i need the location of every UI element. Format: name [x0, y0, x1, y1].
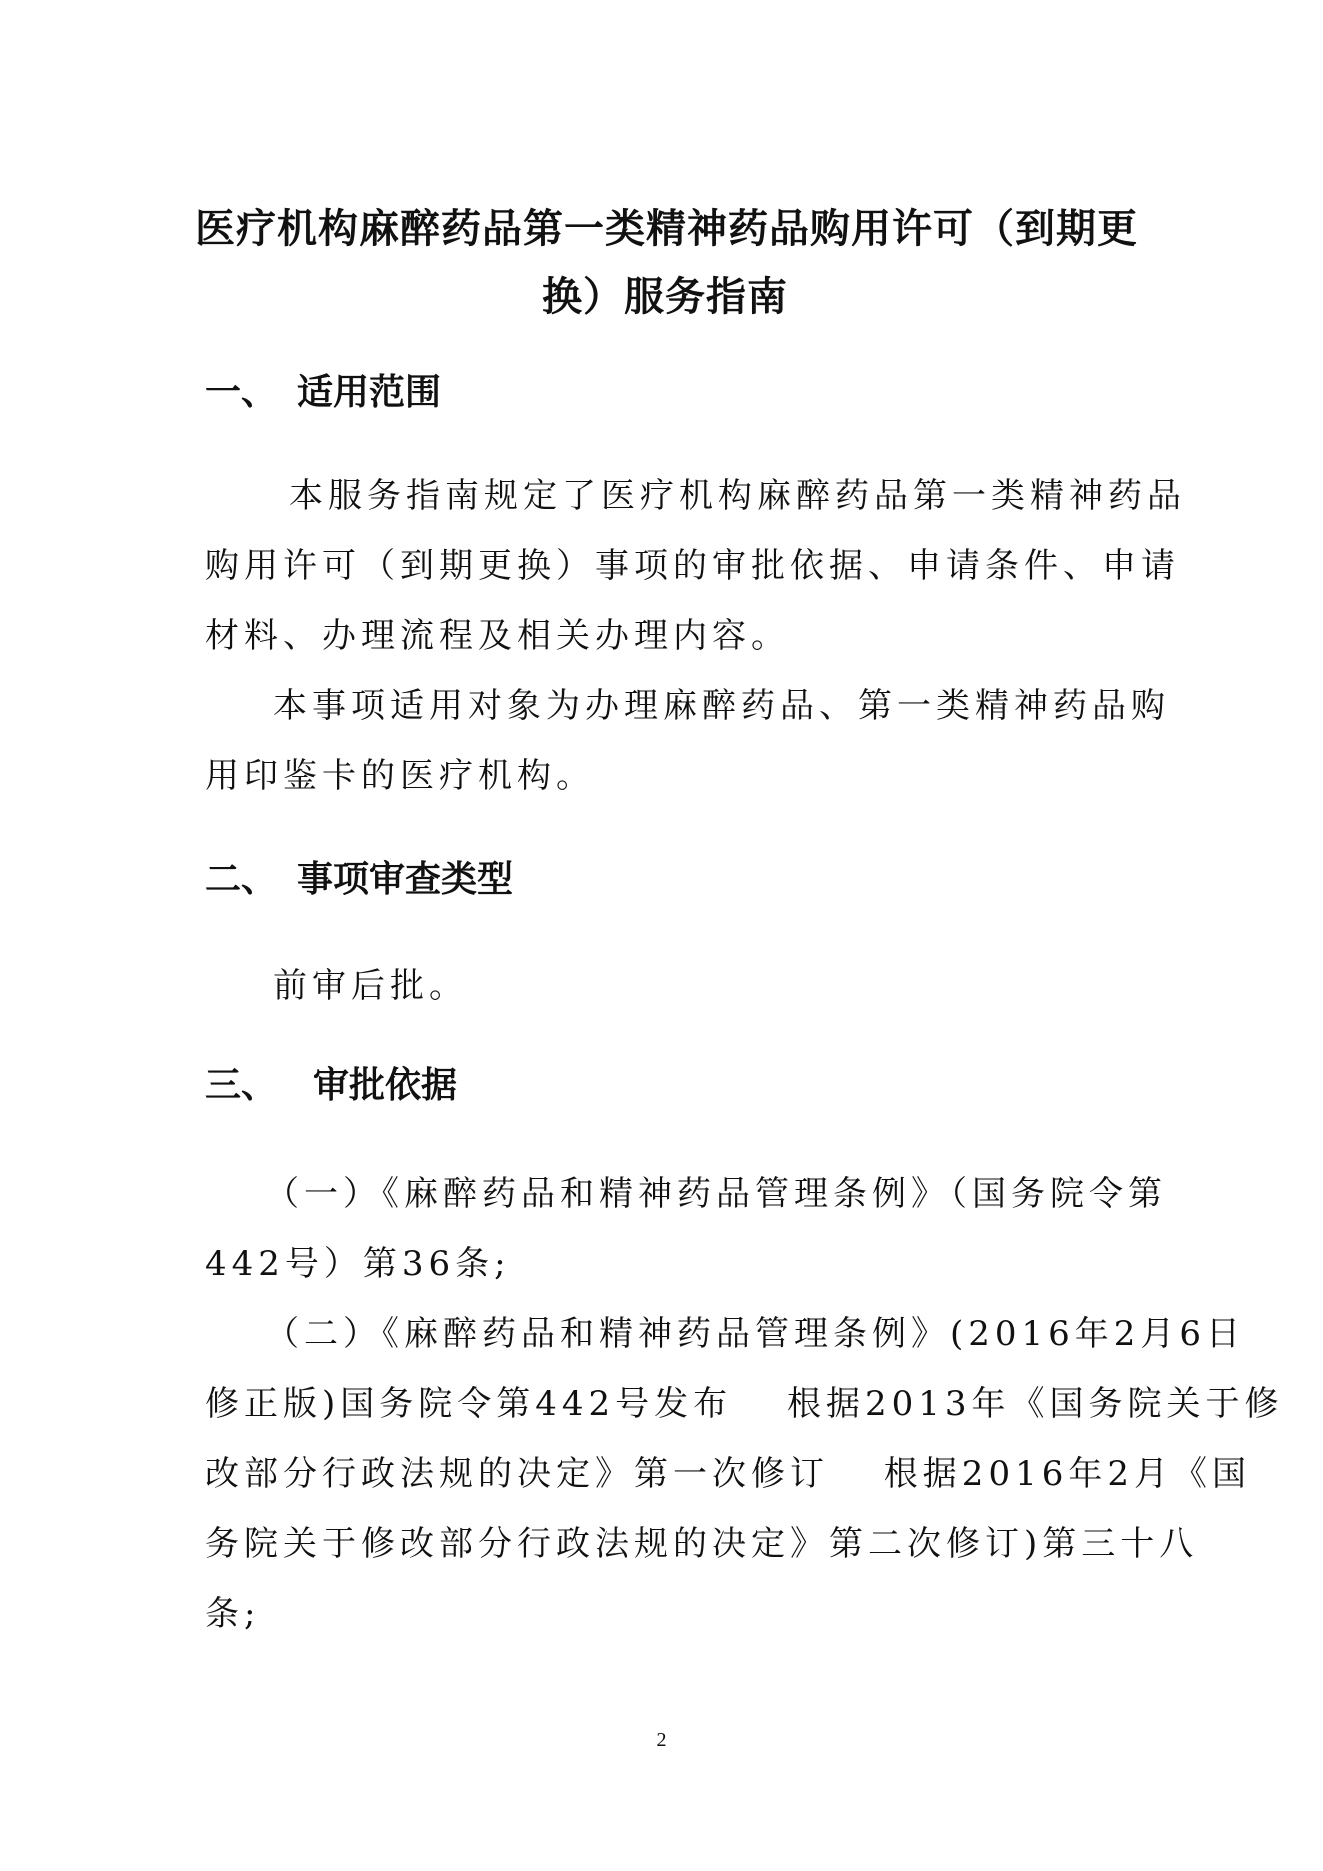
section-title: 事项审查类型 — [297, 859, 514, 900]
section-number: 三、 — [205, 1065, 278, 1106]
paragraph — [205, 1299, 1284, 1649]
paragraph — [205, 951, 1145, 1021]
paragraph-line: 本服务指南规定了医疗机构麻醉药品第一类精神药品 — [289, 476, 1186, 516]
paragraph-line: 务院关于修改部分行政法规的决定》第二次修订)第三十八 — [205, 1524, 1199, 1564]
section-heading-scope — [205, 371, 442, 415]
section-heading-review-type — [205, 858, 514, 902]
paragraph-line: 前审后批。 — [273, 966, 468, 1006]
section-number: 一、 — [205, 372, 278, 413]
paragraph-line: 本事项适用对象为办理麻醉药品、第一类精神药品购 — [273, 686, 1170, 726]
paragraph-line: 改部分行政法规的决定》第一次修订 根据2016年2月《国 — [205, 1454, 1251, 1494]
paragraph-line: 条; — [205, 1594, 261, 1634]
section-heading-approval-basis — [205, 1064, 458, 1108]
paragraph-line: 修正版)国务院令第442号发布 根据2013年《国务院关于修 — [205, 1384, 1284, 1424]
section-number: 二、 — [205, 859, 278, 900]
paragraph-line: 材料、办理流程及相关办理内容。 — [205, 616, 790, 656]
paragraph-line: 用印鉴卡的医疗机构。 — [205, 756, 595, 796]
paragraph-line: （一）《麻醉药品和精神药品管理条例》（国务院令第 — [265, 1174, 1167, 1214]
section-title: 适用范围 — [297, 372, 442, 413]
document-title — [195, 195, 1138, 331]
section-title: 审批依据 — [313, 1065, 458, 1106]
title-line: 医疗机构麻醉药品第一类精神药品购用许可（到期更 — [195, 206, 1138, 252]
title-line: 换）服务指南 — [542, 274, 788, 320]
paragraph-line: （二）《麻醉药品和精神药品管理条例》(2016年2月6日 — [265, 1314, 1246, 1354]
paragraph — [205, 1159, 1167, 1299]
paragraph — [205, 461, 1186, 671]
paragraph — [205, 671, 1170, 811]
paragraph-line: 购用许可（到期更换）事项的审批依据、申请条件、申请 — [205, 546, 1180, 586]
paragraph-line: 442号）第36条; — [205, 1244, 511, 1284]
page-number: 2 — [656, 1729, 667, 1751]
